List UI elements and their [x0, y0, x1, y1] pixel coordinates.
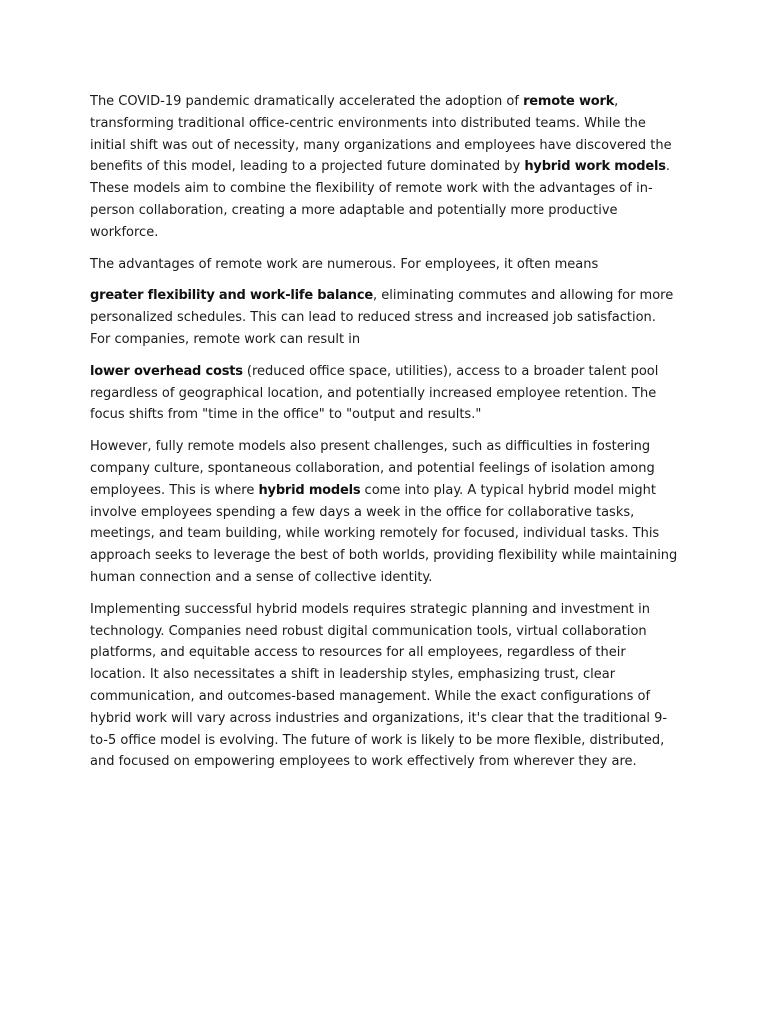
- bold-term-overhead-costs: lower overhead costs: [90, 363, 243, 379]
- paragraph-company-benefits: [90, 361, 680, 426]
- paragraph-text: come into play. A typical hybrid model might involve employees spending a few days a week in the office for collaborative tasks, meetings, and team building, while working remotely for focused, individual tasks. This approach seeks to leverage the best of both worlds, providing flexibility while maintaining human connection and a sense of collective identity.: [90, 482, 678, 585]
- paragraph-text: The COVID-19 pandemic dramatically accelerated the adoption of: [90, 94, 524, 109]
- paragraph-text: . These models aim to combine the flexibility of remote work with the advantages of in-person collaboration, creating a more adaptable and potentially more productive workforce.: [90, 159, 670, 240]
- bold-term-hybrid-models: hybrid models: [258, 482, 361, 498]
- paragraph-advantages: [90, 254, 680, 276]
- bold-term-flexibility: greater flexibility and work-life balance: [90, 288, 373, 304]
- paragraph-text: , eliminating commutes and allowing for more personalized schedules. This can lead to reduced stress and increased job satisfaction. For companies, remote work can result in: [90, 288, 674, 347]
- paragraph-text: (reduced office space, utilities), access to a broader talent pool regardless of geographical location, and potentially increased employee retention. The focus shifts from "time in the office" to "output and results.": [90, 363, 659, 423]
- bold-term-hybrid-work-models: hybrid work models: [524, 159, 666, 175]
- paragraph-implementation: [90, 599, 680, 773]
- paragraph-text: The advantages of remote work are numerous. For employees, it often means: [90, 256, 599, 272]
- document-body: [90, 91, 680, 783]
- bold-term-remote-work: remote work: [523, 94, 615, 109]
- paragraph-intro: [90, 91, 680, 244]
- paragraph-text: However, fully remote models also present challenges, such as difficulties in fostering company culture, spontaneous collaboration, and potential feelings of isolation among employees. This is where: [90, 439, 655, 498]
- paragraph-employee-benefits: [90, 285, 680, 350]
- paragraph-text: Implementing successful hybrid models requires strategic planning and investment in technology. Companies need robust digital communication tools, virtual collaboration platforms, and equitable access to resources for all employees, regardless of their location. It also necessitates a shift in leadership styles, emphasizing trust, clear communication, and outcomes-based management. While the exact configurations of hybrid work will vary across industries and organizations, it's clear that the traditional 9-to-5 office model is evolving. The future of work is likely to be more flexible, distributed, and focused on empowering employees to work effectively from wherever they are.: [90, 601, 668, 770]
- paragraph-challenges: [90, 436, 680, 589]
- paragraph-text: , transforming traditional office-centric environments into distributed teams. While the initial shift was out of necessity, many organizations and employees have discovered the benefits of this model, leading to a projected future dominated by: [90, 94, 672, 175]
